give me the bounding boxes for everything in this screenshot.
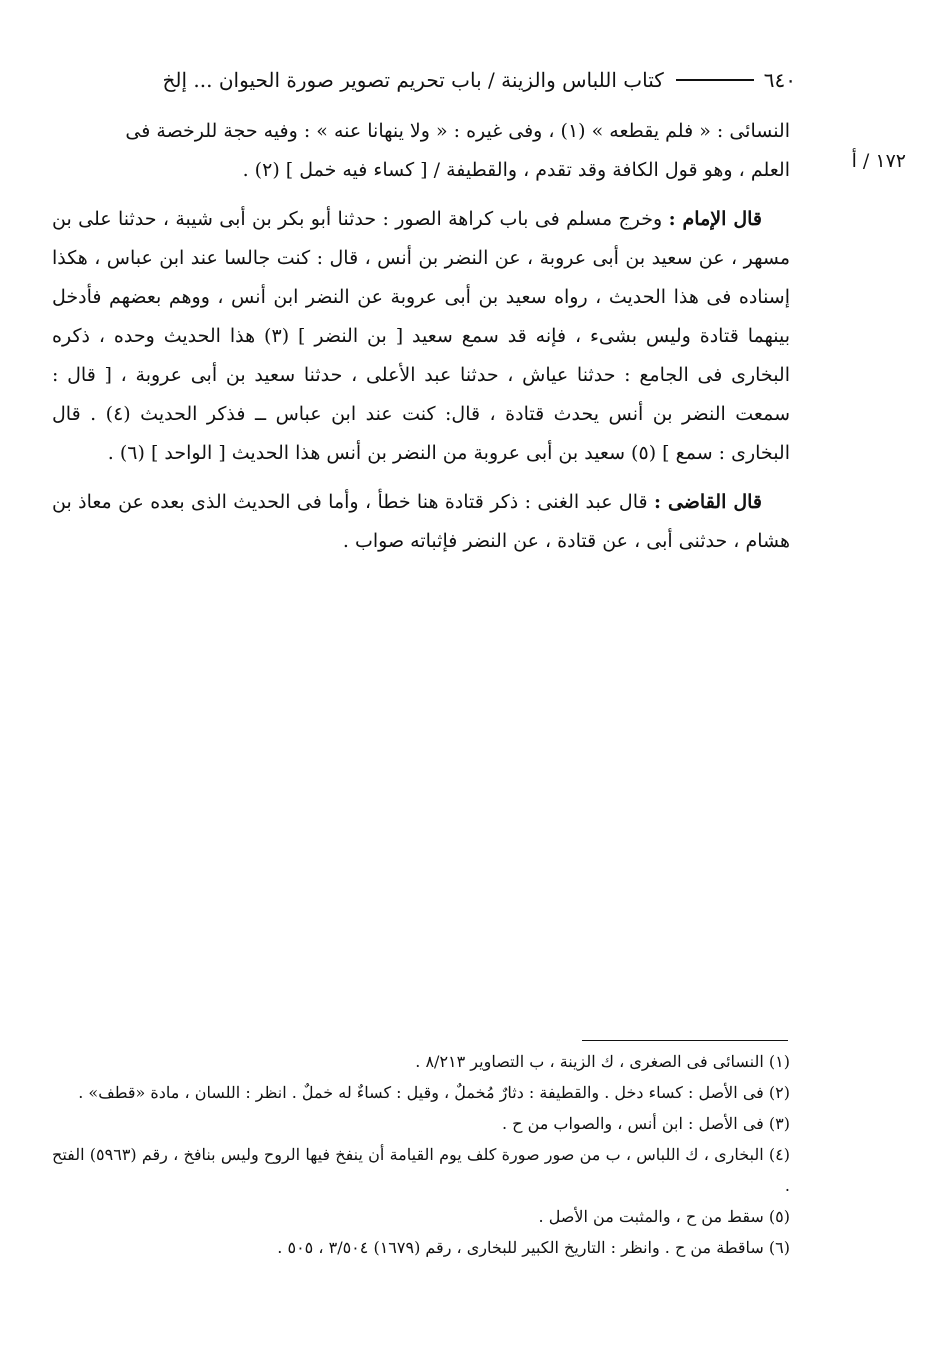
paragraph-imam-text: وخرج مسلم فى باب كراهة الصور : حدثنا أبو بكر بن أبى شيبة ، حدثنا على بن مسهر ، عن سعيد بن أبى عروبة ، عن النضر بن أنس ، قال : كنت جالسا عند ابن عباس ، هكذا إسناده فى هذا الحديث ، رواه سعيد بن أبى عروبة عن النضر ابن أنس ، ووهم بعضهم فأدخل بينهما قتادة وليس بشىء ، فإنه قد سمع سعيد [ بن النضر ] (٣) هذا الحديث وحده ، ذكره البخارى فى الجامع : حدثنا عياش ، حدثنا عبد الأعلى ، حدثنا سعيد بن أبى عروبة ، [ قال : سمعت النضر بن أنس يحدث قتادة ، قال: كنت عند ابن عباس ــ فذكر الحديث (٤) . قال البخارى : سمع ] (٥) سعيد بن أبى عروبة من النضر بن أنس هذا الحديث [ الواحد ] (٦) . — [52, 208, 790, 464]
running-header — [52, 62, 796, 98]
paragraph-1 — [52, 112, 790, 190]
footnotes — [52, 1046, 790, 1263]
manuscript-folio-note: ١٧٢ / أ — [851, 150, 906, 172]
paragraph-qadi-text: قال عبد الغنى : ذكر قتادة هنا خطأ ، وأما فى الحديث الذى بعده عن معاذ بن هشام ، حدثنى أبى ، عن قتادة ، عن النضر فإثباته صواب . — [52, 491, 790, 552]
paragraph-qadi — [52, 483, 790, 561]
speaker-imam: قال الإمام : — [668, 208, 762, 230]
footnote-3: (٣) فى الأصل : ابن أنس ، والصواب من ح . — [502, 1114, 790, 1133]
footnote-4: (٤) البخارى ، ك اللباس ، ب من صور صورة كلف يوم القيامة أن ينفخ فيها الروح وليس بنافخ ، رقم (٥٩٦٣) الفتح . — [52, 1145, 790, 1195]
footnote-separator — [582, 1040, 788, 1041]
page-number: ٦٤٠ — [763, 68, 796, 92]
footnote-1: (١) النسائى فى الصغرى ، ك الزينة ، ب التصاوير ٨/٢١٣ . — [415, 1052, 790, 1071]
paragraph-1-line-2: العلم ، وهو قول الكافة وقد تقدم ، والقطيفة / [ كساء فيه خمل ] (٢) . — [242, 159, 790, 181]
header-rule — [676, 79, 754, 81]
footnote-5: (٥) سقط من ح ، والمثبت من الأصل . — [538, 1207, 790, 1226]
running-title: كتاب اللباس والزينة / باب تحريم تصوير صورة الحيوان ... إلخ — [162, 68, 664, 92]
main-text — [52, 112, 790, 561]
footnote-2: (٢) فى الأصل : كساء دخل . والقطيفة : دثارٌ مُخملٌ ، وقيل : كساءٌ له خملٌ . انظر : اللسان ، مادة «قطف» . — [78, 1083, 790, 1102]
footnote-6: (٦) ساقطة من ح . وانظر : التاريخ الكبير للبخارى ، رقم (١٦٧٩) ٣/٥٠٤ ، ٥٠٥ . — [277, 1238, 790, 1257]
speaker-qadi: قال القاضى : — [653, 491, 762, 513]
paragraph-1-line-1: النسائى : « فلم يقطعه » (١) ، وفى غيره : « ولا ينهانا عنه » : وفيه حجة للرخصة فى — [125, 120, 790, 142]
paragraph-imam — [52, 200, 790, 473]
